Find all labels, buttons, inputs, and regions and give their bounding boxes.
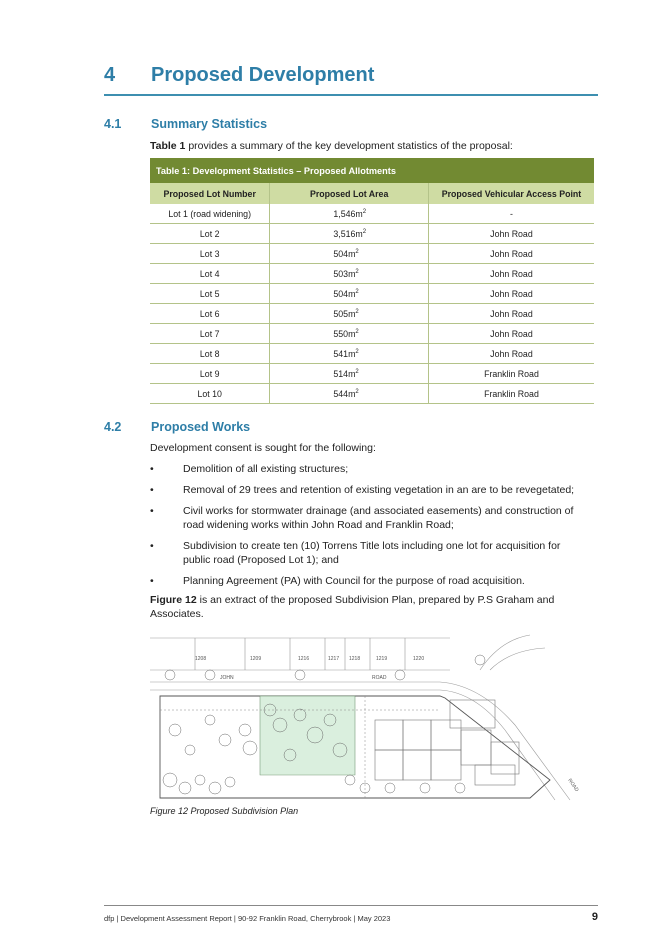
table-caption: Table 1: Development Statistics – Proposed Allotments <box>150 158 594 183</box>
lot-area-cell <box>270 204 429 224</box>
area-unit-superscript: 2 <box>362 208 367 215</box>
chapter-number: 4 <box>104 64 116 86</box>
lot-number-cell: Lot 8 <box>150 344 270 364</box>
access-point-cell: John Road <box>428 284 594 304</box>
plan-street-label: ROAD <box>566 777 580 793</box>
area-unit-superscript: 2 <box>355 368 359 375</box>
lot-number-cell: Lot 2 <box>150 224 270 244</box>
list-item-text: Civil works for stormwater drainage (and associated easements) and construction of road widening works within John Road and Franklin Road; <box>183 505 574 531</box>
list-item-text: Removal of 29 trees and retention of existing vegetation in an are to be revegetated; <box>183 484 575 496</box>
works-intro: Development consent is sought for the following: <box>150 442 376 454</box>
lot-area-value: 514 <box>333 368 349 379</box>
bullet-icon: • <box>150 540 154 552</box>
plan-lot-label: 1209 <box>250 656 262 662</box>
lot-area-value: 541 <box>333 348 349 359</box>
table-row <box>150 284 594 304</box>
lot-area-cell <box>270 304 429 324</box>
table-reference: Table 1 <box>150 140 186 152</box>
lot-number-cell: Lot 1 (road widening) <box>150 204 270 224</box>
lot-area-cell <box>270 364 429 384</box>
lot-area-cell <box>270 224 429 244</box>
list-item <box>150 504 590 532</box>
area-unit: m <box>348 248 356 259</box>
table-row <box>150 364 594 384</box>
column-header-area: Proposed Lot Area <box>270 183 429 204</box>
area-unit-superscript: 2 <box>355 268 359 275</box>
table-row <box>150 244 594 264</box>
lot-area-value: 544 <box>333 388 349 399</box>
access-point-cell: John Road <box>428 304 594 324</box>
access-point-cell: John Road <box>428 264 594 284</box>
area-unit: m <box>348 268 356 279</box>
lot-area-cell <box>270 324 429 344</box>
plan-street-label: JOHN <box>220 675 234 681</box>
chapter-title: Proposed Development <box>151 64 375 86</box>
table-row <box>150 264 594 284</box>
access-point-cell: John Road <box>428 324 594 344</box>
plan-lot-label: 1217 <box>328 656 340 662</box>
table-row <box>150 304 594 324</box>
figure-reference: Figure 12 <box>150 594 197 606</box>
lot-number-cell: Lot 3 <box>150 244 270 264</box>
table-body <box>150 204 594 404</box>
column-header-access: Proposed Vehicular Access Point <box>428 183 594 204</box>
area-unit: m <box>355 208 363 219</box>
section-title: Proposed Works <box>151 420 251 434</box>
lot-area-cell <box>270 244 429 264</box>
bullet-icon: • <box>150 484 154 496</box>
bullet-icon: • <box>150 505 154 517</box>
area-unit: m <box>355 228 363 239</box>
table-row <box>150 344 594 364</box>
lot-number-cell: Lot 9 <box>150 364 270 384</box>
table-row <box>150 224 594 244</box>
area-unit: m <box>348 328 356 339</box>
area-unit: m <box>348 308 356 319</box>
subdivision-plan-image <box>150 630 593 803</box>
list-item <box>150 574 590 588</box>
page-number: 9 <box>591 911 598 923</box>
access-point-cell: John Road <box>428 244 594 264</box>
lot-number-cell: Lot 10 <box>150 384 270 404</box>
area-unit-superscript: 2 <box>362 228 367 235</box>
area-unit-superscript: 2 <box>355 248 359 255</box>
area-unit: m <box>348 348 356 359</box>
works-list <box>150 462 590 595</box>
figure-caption: Figure 12 Proposed Subdivision Plan <box>150 806 299 816</box>
table-row <box>150 384 594 404</box>
section-number: 4.1 <box>104 117 122 131</box>
lot-area-value: 503 <box>333 268 349 279</box>
lot-number-cell: Lot 7 <box>150 324 270 344</box>
plan-lot-label: 1208 <box>195 656 207 662</box>
bullet-icon: • <box>150 463 154 475</box>
lot-area-value: 504 <box>333 288 349 299</box>
access-point-cell: - <box>428 204 594 224</box>
lot-area-cell <box>270 284 429 304</box>
lot-area-cell <box>270 264 429 284</box>
area-unit: m <box>348 368 356 379</box>
lot-area-cell <box>270 384 429 404</box>
area-unit-superscript: 2 <box>355 328 359 335</box>
footer-text: dfp | Development Assessment Report | 90-92 Franklin Road, Cherrybrook | May 2023 <box>104 914 391 923</box>
plan-street-label: ROAD <box>372 675 387 681</box>
list-item-text: Planning Agreement (PA) with Council for the purpose of road acquisition. <box>183 575 525 587</box>
lot-area-value: 504 <box>333 248 349 259</box>
page-footer <box>104 905 598 923</box>
area-unit-superscript: 2 <box>355 288 359 295</box>
lot-number-cell: Lot 4 <box>150 264 270 284</box>
lot-area-value: 3,516 <box>333 228 356 239</box>
area-unit-superscript: 2 <box>355 388 359 395</box>
table-caption-row <box>150 158 594 183</box>
access-point-cell: Franklin Road <box>428 384 594 404</box>
lot-area-value: 505 <box>333 308 349 319</box>
area-unit: m <box>348 388 356 399</box>
plan-lot-label: 1216 <box>298 656 310 662</box>
figure-intro-text: is an extract of the proposed Subdivision Plan, prepared by P.S Graham and Associates. <box>150 594 555 620</box>
summary-intro-text: provides a summary of the key development statistics of the proposal: <box>185 140 513 152</box>
figure-intro <box>150 593 590 621</box>
list-item-text: Subdivision to create ten (10) Torrens Title lots including one lot for acquisition for public road (Proposed Lot 1); and <box>183 540 561 566</box>
lot-area-cell <box>270 344 429 364</box>
plan-lot-label: 1218 <box>349 656 361 662</box>
list-item <box>150 483 590 497</box>
list-item <box>150 462 590 476</box>
access-point-cell: Franklin Road <box>428 364 594 384</box>
plan-lot-label: 1219 <box>376 656 388 662</box>
lot-number-cell: Lot 5 <box>150 284 270 304</box>
area-unit-superscript: 2 <box>355 348 359 355</box>
development-statistics-table <box>150 158 594 404</box>
table-header-row <box>150 183 594 204</box>
list-item <box>150 539 590 567</box>
table-row <box>150 324 594 344</box>
section-title: Summary Statistics <box>151 117 268 131</box>
table-row <box>150 204 594 224</box>
area-unit-superscript: 2 <box>355 308 359 315</box>
access-point-cell: John Road <box>428 224 594 244</box>
chapter-heading <box>104 64 598 96</box>
area-unit: m <box>348 288 356 299</box>
column-header-lot: Proposed Lot Number <box>150 183 270 204</box>
access-point-cell: John Road <box>428 344 594 364</box>
list-item-text: Demolition of all existing structures; <box>183 463 349 475</box>
bullet-icon: • <box>150 575 154 587</box>
section-number: 4.2 <box>104 420 122 434</box>
summary-intro <box>150 139 590 153</box>
lot-number-cell: Lot 6 <box>150 304 270 324</box>
lot-area-value: 1,546 <box>333 208 356 219</box>
plan-lot-label: 1220 <box>413 656 425 662</box>
lot-area-value: 550 <box>333 328 349 339</box>
